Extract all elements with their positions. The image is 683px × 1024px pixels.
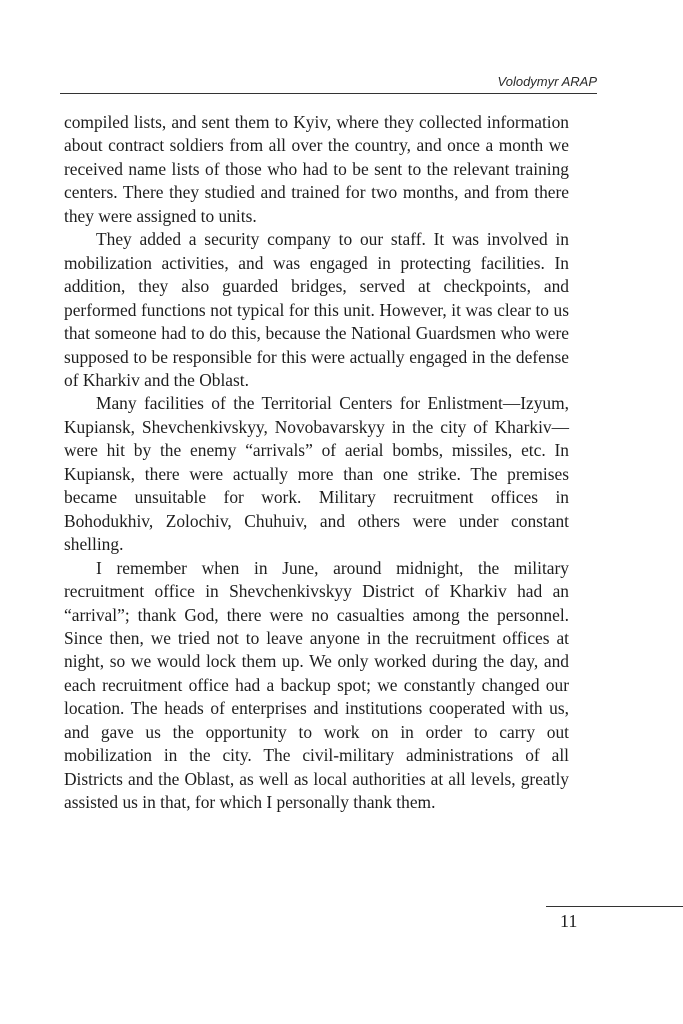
paragraph-1: compiled lists, and sent them to Kyiv, where they collected information about contract soldiers from all over the country, and once a month we received name lists of those who had to be sent to the relevant training centers. There they studied and trained for two months, and from there they were assigned to units. <box>64 112 569 226</box>
body-text <box>64 111 569 815</box>
paragraph-3: Many facilities of the Territorial Centers for Enlistment—Izyum, Kupiansk, Shevchenkivskyy, Novobavarskyy in the city of Kharkiv—were hit by the enemy “arrivals” of aerial bombs, missiles, etc. In Kupiansk, there were actually more than one strike. The premises became unsuitable for work. Military recruitment offices in Bohodukhiv, Zolochiv, Chuhuiv, and others were under constant shelling. <box>64 393 569 555</box>
page-number: 11 <box>560 911 578 931</box>
footer-rule <box>546 906 683 907</box>
paragraph-2: They added a security company to our staff. It was involved in mobilization activities, and was engaged in protecting facilities. In addition, they also guarded bridges, served at checkpoints, and performed functions not typical for this unit. However, it was clear to us that someone had to do this, because the National Guardsmen who were supposed to be responsible for this were actually engaged in the defense of Kharkiv and the Oblast. <box>64 229 569 390</box>
running-head: Volodymyr ARAP <box>497 74 597 89</box>
paragraph-4: I remember when in June, around midnight, the military recruitment office in Shevchenkivskyy District of Kharkiv had an “arrival”; thank God, there were no casualties among the personnel. Since then, we tried not to leave anyone in the recruitment offices at night, so we would lock them up. We only worked during the day, and each recruitment office had a backup spot; we constantly changed our location. The heads of enterprises and institutions cooperated with us, and gave us the opportunity to work on in order to carry out mobilization in the city. The civil-military administrations of all Districts and the Oblast, as well as local authorities at all levels, greatly assisted us in that, for which I personally thank them. <box>64 557 569 813</box>
header-rule <box>60 93 597 94</box>
